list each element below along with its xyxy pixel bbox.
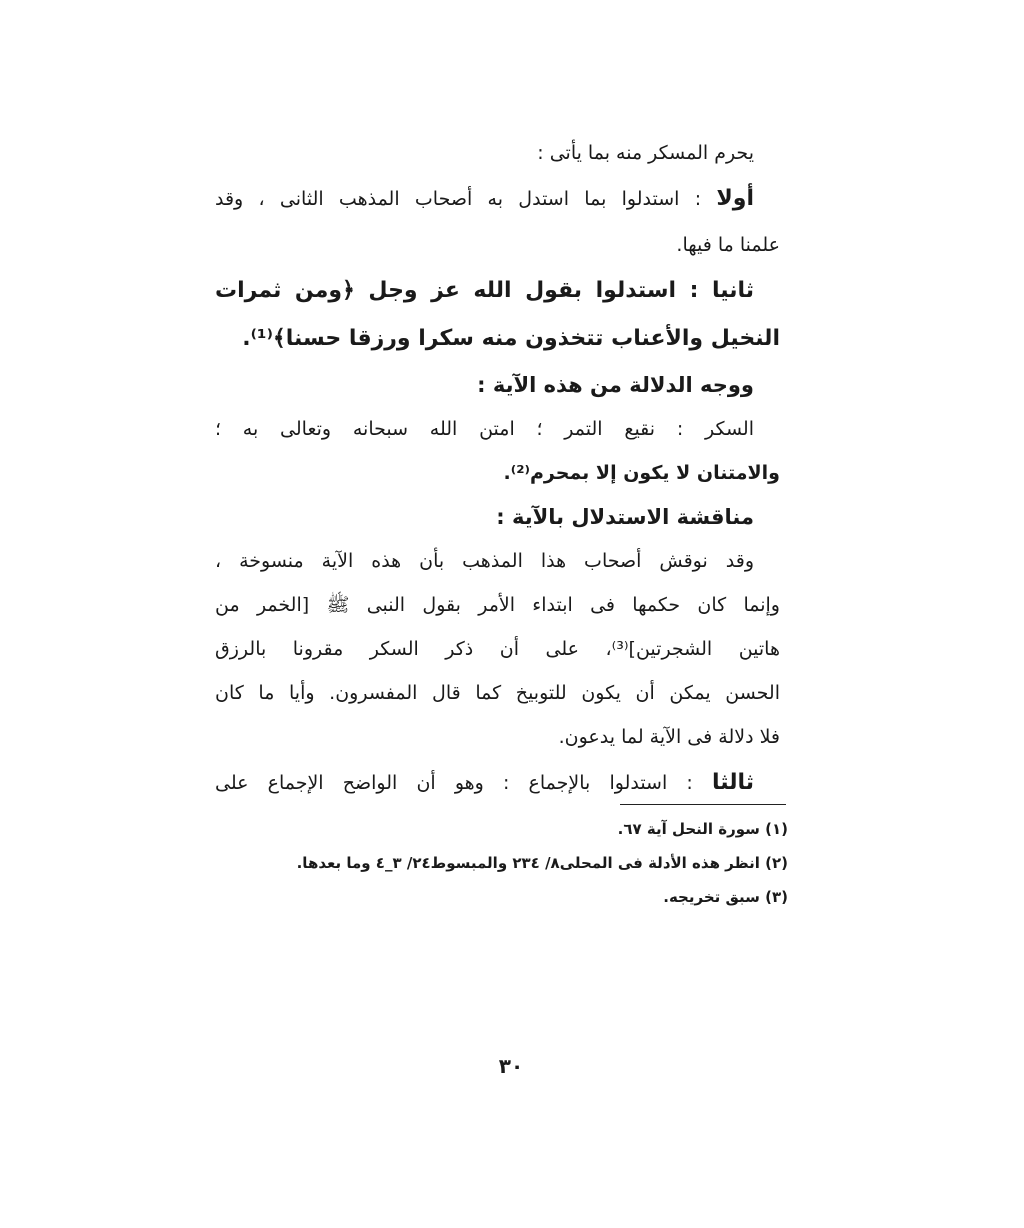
footnote-1: (١) سورة النحل آية ٦٧. — [617, 820, 788, 838]
heading-discussion: مناقشة الاستدلال بالآية : — [496, 505, 754, 529]
text-line-12: هاتين الشجرتين]⁽³⁾، على أن ذكر السكر مقرونا بالرزق — [215, 638, 780, 660]
text-line-15-rest: : استدلوا بالإجماع : وهو أن الواضح الإجماع على — [215, 772, 712, 794]
footnote-2: (٢) انظر هذه الأدلة فى المحلى٨/ ٢٣٤ والمبسوط٢٤/ ٣_٤ وما بعدها. — [296, 854, 788, 872]
text-line-8: والامتنان لا يكون إلا بمحرم⁽²⁾. — [503, 462, 780, 484]
text-line-15 — [215, 768, 780, 798]
text-line-2-rest: : استدلوا بما استدل به أصحاب المذهب الثانى ، وقد — [215, 188, 717, 210]
text-line-14: فلا دلالة فى الآية لما يدعون. — [558, 726, 780, 748]
text-line-4: ثانيا : استدلوا بقول الله عز وجل ﴿ومن ثمرات — [215, 278, 754, 303]
main-text — [215, 140, 780, 816]
heading-evidence: ووجه الدلالة من هذه الآية : — [477, 373, 754, 397]
text-line-3: علمنا ما فيها. — [676, 234, 780, 256]
text-line-13: الحسن يمكن أن يكون للتوبيخ كما قال المفسرون. وأيا ما كان — [215, 682, 780, 704]
text-line-5: النخيل والأعناب تتخذون منه سكرا ورزقا حسنا﴾⁽¹⁾. — [242, 326, 780, 351]
page-number: ٣٠ — [498, 1054, 524, 1078]
footnote-3: (٣) سبق تخريجه. — [663, 888, 788, 906]
footnote-separator — [620, 804, 786, 805]
footnotes — [270, 818, 788, 920]
text-line-10: وقد نوقش أصحاب هذا المذهب بأن هذه الآية منسوخة ، — [215, 550, 754, 572]
text-line-11: وإنما كان حكمها فى ابتداء الأمر بقول النبى ﷺ [الخمر من — [215, 594, 780, 616]
text-line-7: السكر : نقيع التمر ؛ امتن الله سبحانه وتعالى به ؛ — [215, 418, 754, 440]
point-first-label: أولا — [716, 186, 754, 211]
text-line-1: يحرم المسكر منه بما يأتى : — [537, 142, 754, 164]
text-line-2 — [215, 184, 780, 214]
point-third-label: ثالثا — [711, 770, 754, 795]
